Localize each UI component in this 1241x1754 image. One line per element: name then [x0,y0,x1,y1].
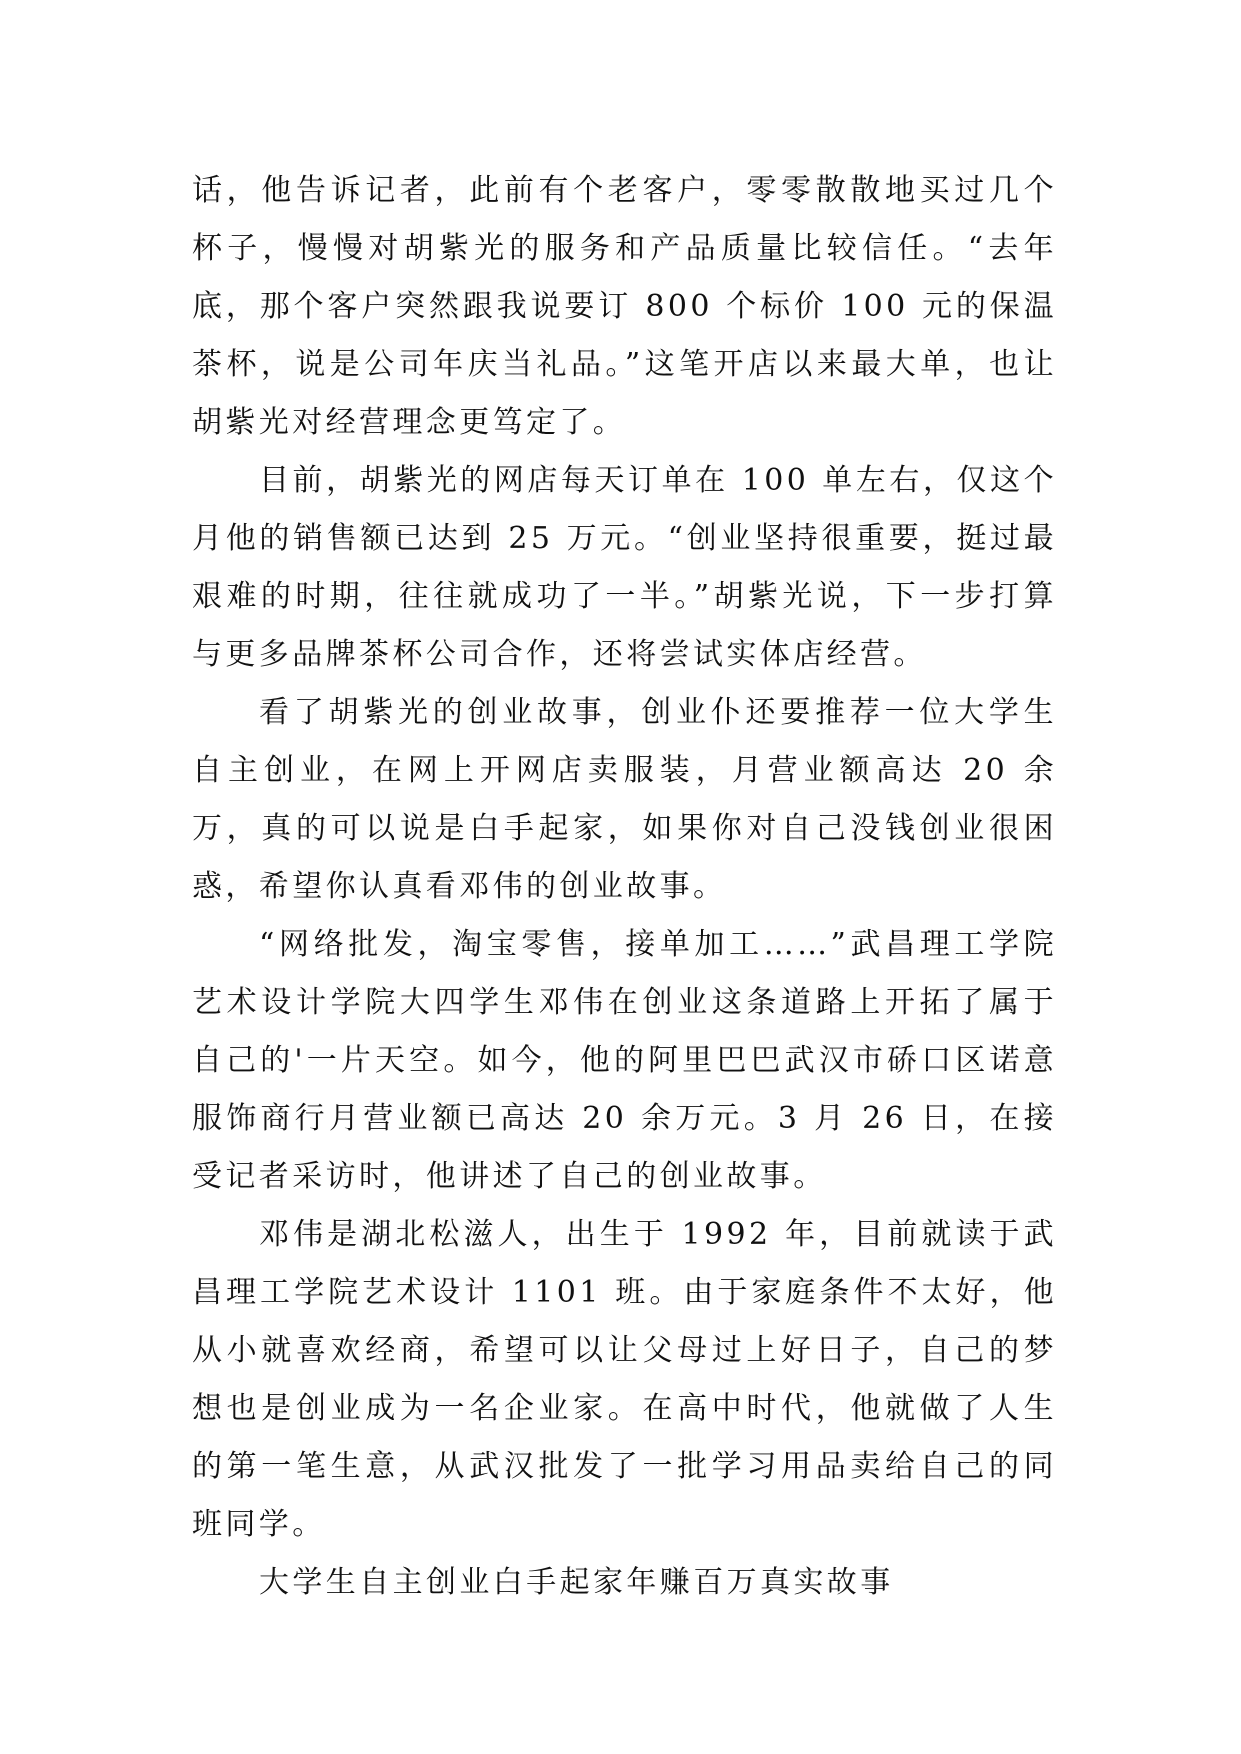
paragraph-5: 邓伟是湖北松滋人，出生于 1992 年，目前就读于武昌理工学院艺术设计 1101 班。由于家庭条件不太好，他从小就喜欢经商，希望可以让父母过上好日子，自己的梦想也是创业成为一名企业家。在高中时代，他就做了人生的第一笔生意，从武汉批发了一批学习用品卖给自己的同班同学。 [192,1217,1057,1542]
paragraph-3: 看了胡紫光的创业故事，创业仆还要推荐一位大学生自主创业，在网上开网店卖服装，月营业额高达 20 余万，真的可以说是白手起家，如果你对自己没钱创业很困惑，希望你认真看邓伟的创业故事。 [192,695,1057,904]
paragraph-4: “网络批发，淘宝零售，接单加工……”武昌理工学院艺术设计学院大四学生邓伟在创业这条道路上开拓了属于自己的'一片天空。如今，他的阿里巴巴武汉市硚口区诺意服饰商行月营业额已高达 20 余万元。3 月 26 日，在接受记者采访时，他讲述了自己的创业故事。 [192,927,1057,1194]
paragraph-2: 目前，胡紫光的网店每天订单在 100 单左右，仅这个月他的销售额已达到 25 万元。“创业坚持很重要，挺过最艰难的时期，往往就成功了一半。”胡紫光说，下一步打算与更多品牌茶杯公司合作，还将尝试实体店经营。 [192,463,1057,672]
paragraph-6: 大学生自主创业白手起家年赚百万真实故事 [259,1565,894,1600]
article-body [192,162,1057,1612]
paragraph-1: 话，他告诉记者，此前有个老客户，零零散散地买过几个杯子，慢慢对胡紫光的服务和产品质量比较信任。“去年底，那个客户突然跟我说要订 800 个标价 100 元的保温茶杯，说是公司年庆当礼品。”这笔开店以来最大单，也让胡紫光对经营理念更笃定了。 [192,173,1057,440]
